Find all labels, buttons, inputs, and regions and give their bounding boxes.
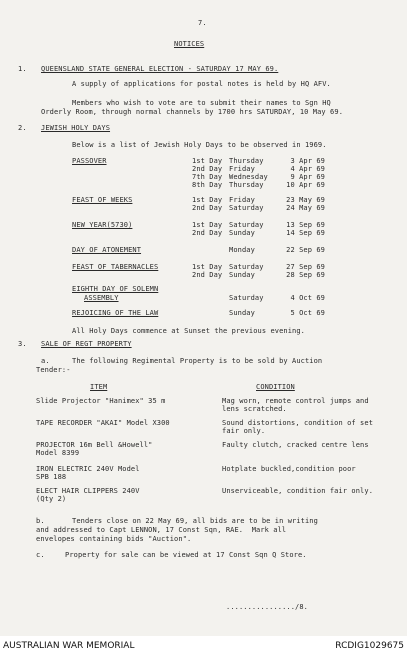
section-2-intro: Below is a list of Jewish Holy Days to be observed in 1969. [72, 141, 327, 149]
item-condition: Mag worn, remote control jumps and [222, 397, 369, 405]
para-b-line-1: Tenders close on 22 May 69, all bids are to be in writing [72, 517, 318, 525]
section-1-para-2-line-1: Members who wish to vote are to submit their names to Sgn HQ [72, 99, 331, 107]
holiday-weekday: Saturday [229, 204, 264, 212]
holiday-name: FEAST OF TABERNACLES [72, 263, 159, 271]
holiday-name: EIGHTH DAY OF SOLEMN [72, 285, 159, 293]
holiday-date: 5 Oct 69 [290, 309, 325, 317]
condition-column-header: CONDITION [256, 383, 295, 391]
section-1-para-2-line-2: Orderly Room, through normal channels by 1700 hrs SATURDAY, 10 May 69. [41, 108, 344, 116]
holiday-date: 9 Apr 69 [290, 173, 325, 181]
item-column-header: ITEM [90, 383, 108, 391]
holiday-day-ordinal: 8th Day [192, 181, 223, 189]
continuation-marker: ................/8. [226, 603, 308, 611]
holiday-date: 4 Oct 69 [290, 294, 325, 302]
holiday-date: 13 Sep 69 [286, 221, 325, 229]
holiday-name: PASSOVER [72, 157, 107, 165]
holiday-date: 28 Sep 69 [286, 271, 325, 279]
item-condition: Faulty clutch, cracked centre lens [222, 441, 369, 449]
section-3-title: SALE OF REGT PROPERTY [41, 340, 132, 348]
holiday-day-ordinal: 1st Day [192, 263, 223, 271]
holiday-date: 22 Sep 69 [286, 246, 325, 254]
item-condition: Unserviceable, condition fair only. [222, 487, 374, 495]
holiday-weekday: Friday [229, 165, 255, 173]
holiday-day-ordinal: 2nd Day [192, 271, 223, 279]
footer-left: AUSTRALIAN WAR MEMORIAL [3, 641, 135, 651]
item-description: Model 8399 [36, 449, 80, 457]
para-a-label: a. [41, 357, 50, 365]
section-2-title: JEWISH HOLY DAYS [41, 124, 111, 132]
holiday-day-ordinal: 7th Day [192, 173, 223, 181]
holiday-weekday: Saturday [229, 294, 264, 302]
item-description: SPB 188 [36, 473, 67, 481]
holiday-weekday: Monday [229, 246, 255, 254]
item-description: Slide Projector "Hanimex" 35 m [36, 397, 166, 405]
holiday-day-ordinal: 2nd Day [192, 204, 223, 212]
item-condition: lens scratched. [222, 405, 287, 413]
footer-right: RCDIG1029675 [335, 641, 404, 651]
holiday-date: 4 Apr 69 [290, 165, 325, 173]
section-3-number: 3. [18, 340, 27, 348]
item-description: IRON ELECTRIC 240V Model [36, 465, 140, 473]
para-a-line-1: The following Regimental Property is to be sold by Auction [72, 357, 323, 365]
holiday-name: DAY OF ATONEMENT [72, 246, 142, 254]
holiday-weekday: Saturday [229, 263, 264, 271]
holiday-date: 27 Sep 69 [286, 263, 325, 271]
holiday-day-ordinal: 2nd Day [192, 229, 223, 237]
para-c-text: Property for sale can be viewed at 17 Const Sqn Q Store. [65, 551, 307, 559]
item-condition: Hotplate buckled,condition poor [222, 465, 356, 473]
holiday-date: 3 Apr 69 [290, 157, 325, 165]
item-description: TAPE RECORDER "AKAI" Model X300 [36, 419, 170, 427]
item-description: ELECT HAIR CLIPPERS 240V [36, 487, 140, 495]
holiday-weekday: Sunday [229, 271, 255, 279]
holiday-weekday: Thursday [229, 157, 264, 165]
section-1-para-1: A supply of applications for postal notes is held by HQ AFV. [72, 80, 331, 88]
holiday-name-line-2: ASSEMBLY [84, 294, 119, 302]
holiday-date: 14 Sep 69 [286, 229, 325, 237]
para-b-line-3: envelopes containing bids "Auction". [36, 535, 192, 543]
section-1-number: 1. [18, 65, 27, 73]
holiday-weekday: Sunday [229, 229, 255, 237]
item-condition: Sound distortions, condition of set [222, 419, 374, 427]
holiday-weekday: Sunday [229, 309, 255, 317]
item-description: (Qty 2) [36, 495, 67, 503]
page-number: 7. [198, 19, 207, 27]
holiday-name: REJOICING OF THE LAW [72, 309, 159, 317]
item-condition: fair only. [222, 427, 266, 435]
holiday-name: FEAST OF WEEKS [72, 196, 133, 204]
holiday-day-ordinal: 1st Day [192, 157, 223, 165]
holiday-day-ordinal: 1st Day [192, 221, 223, 229]
holiday-date: 24 May 69 [286, 204, 325, 212]
para-a-line-2: Tender:- [36, 366, 71, 374]
item-description: PROJECTOR 16m Bell &Howell" [36, 441, 153, 449]
holiday-day-ordinal: 2nd Day [192, 165, 223, 173]
section-1-title: QUEENSLAND STATE GENERAL ELECTION - SATURDAY 17 MAY 69. [41, 65, 279, 73]
holiday-date: 10 Apr 69 [286, 181, 325, 189]
holiday-name: NEW YEAR(5730) [72, 221, 133, 229]
holiday-weekday: Thursday [229, 181, 264, 189]
section-2-number: 2. [18, 124, 27, 132]
holiday-date: 23 May 69 [286, 196, 325, 204]
holiday-weekday: Friday [229, 196, 255, 204]
holiday-day-ordinal: 1st Day [192, 196, 223, 204]
holiday-weekday: Saturday [229, 221, 264, 229]
para-c-label: c. [36, 551, 45, 559]
para-b-line-2: and addressed to Capt LENNON, 17 Const Sqn, RAE. Mark all [36, 526, 287, 534]
notices-heading: NOTICES [174, 40, 205, 48]
para-b-label: b. [36, 517, 45, 525]
section-2-footnote: All Holy Days commence at Sunset the previous evening. [72, 327, 305, 335]
archive-footer [0, 636, 407, 654]
holiday-weekday: Wednesday [229, 173, 268, 181]
